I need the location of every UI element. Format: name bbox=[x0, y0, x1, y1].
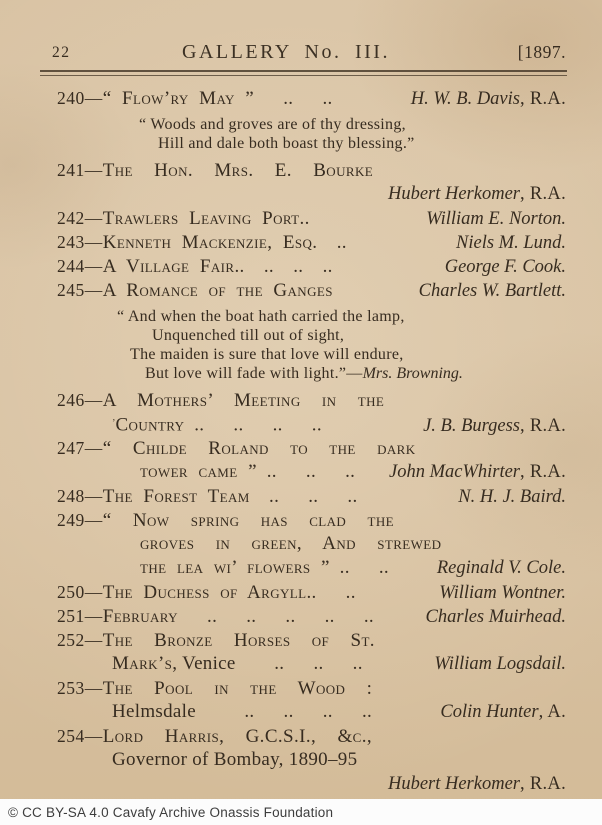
artist-name: Hubert Herkomer, R.A. bbox=[387, 184, 566, 204]
entry-title: 248—The Forest Team .. .. .. bbox=[57, 486, 358, 507]
entry-line bbox=[57, 676, 566, 700]
entry-title: 242—Trawlers Leaving Port.. bbox=[57, 208, 310, 229]
entry-title: 243—Kenneth Mackenzie, Esq. .. bbox=[57, 232, 347, 253]
artist-name: J. B. Burgess, R.A. bbox=[423, 415, 566, 436]
artist-name: H. W. B. Davis, R.A. bbox=[410, 89, 566, 109]
entry-title: 251—February .. .. .. .. .. bbox=[57, 606, 374, 627]
entry-title: ’Country .. .. .. .. bbox=[112, 414, 322, 436]
entry-title: 253—The Pool in the Wood : bbox=[57, 678, 373, 699]
catalogue-entry bbox=[57, 436, 566, 484]
artist-name: George F. Cook. bbox=[444, 257, 566, 277]
entry-title: 252—The Bronze Horses of St. bbox=[57, 630, 375, 651]
artist-name: William Logsdail. bbox=[434, 654, 566, 674]
verse-quote bbox=[57, 115, 566, 153]
entry-number: 253— bbox=[57, 678, 103, 698]
artist-name: William Wontner. bbox=[439, 583, 566, 603]
entry-line bbox=[57, 604, 566, 628]
entry-number: 240— bbox=[57, 88, 103, 108]
catalogue-entry bbox=[57, 484, 566, 508]
entry-title: Governor of Bombay, 1890–95 bbox=[112, 749, 358, 770]
artist-name: Charles Muirhead. bbox=[425, 607, 566, 627]
entry-line bbox=[57, 230, 566, 254]
entry-title: 241—The Hon. Mrs. E. Bourke bbox=[57, 160, 374, 181]
artist-name: Charles W. Bartlett. bbox=[418, 281, 566, 301]
entry-number: 247— bbox=[57, 438, 103, 458]
entry-title: 244—A Village Fair.. .. .. .. bbox=[57, 256, 333, 277]
entry-line bbox=[57, 580, 566, 604]
entry-line bbox=[57, 412, 566, 436]
entry-number: 252— bbox=[57, 630, 103, 650]
verse-quote bbox=[57, 307, 566, 383]
entry-number: 248— bbox=[57, 486, 103, 506]
license-bar bbox=[0, 799, 602, 825]
artist-name: Hubert Herkomer, R.A. bbox=[387, 774, 566, 794]
entry-line bbox=[57, 556, 566, 580]
catalogue-entry bbox=[57, 158, 566, 206]
quote-line: Unquenched till out of sight, bbox=[152, 327, 345, 344]
catalogue-entry bbox=[57, 580, 566, 604]
artist-name: John MacWhirter, R.A. bbox=[388, 462, 566, 482]
artist-name: Niels M. Lund. bbox=[456, 233, 566, 253]
catalogue-entry bbox=[57, 676, 566, 724]
entry-title: 250—The Duchess of Argyll.. .. bbox=[57, 582, 356, 603]
catalogue-entry bbox=[57, 724, 566, 796]
entry-line bbox=[57, 628, 566, 652]
catalogue-entry bbox=[57, 230, 566, 254]
entry-line bbox=[57, 278, 566, 302]
entry-number: 244— bbox=[57, 256, 103, 276]
quote-line: The maiden is sure that love will endure, bbox=[130, 346, 404, 363]
entry-line bbox=[57, 86, 566, 110]
entry-line bbox=[57, 652, 566, 676]
entry-line bbox=[57, 388, 566, 412]
entry-number: 241— bbox=[57, 160, 103, 180]
page-number: 22 bbox=[52, 44, 71, 61]
entry-number: 251— bbox=[57, 606, 103, 626]
entry-number: 245— bbox=[57, 280, 103, 300]
entry-title: the lea wi’ flowers ” .. .. bbox=[140, 557, 389, 578]
entry-line bbox=[57, 532, 566, 556]
entry-line bbox=[57, 460, 566, 484]
entry-line bbox=[57, 748, 566, 772]
catalogue-entry bbox=[57, 628, 566, 676]
catalogue-entry bbox=[57, 508, 566, 580]
entry-title: Mark’s, Venice .. .. .. bbox=[112, 653, 363, 674]
entry-line bbox=[57, 182, 566, 206]
entry-title: tower came ” .. .. .. bbox=[140, 461, 356, 482]
entry-title: 246—A Mothers’ Meeting in the bbox=[57, 390, 385, 411]
entry-title: 254—Lord Harris, G.C.S.I., &c., bbox=[57, 726, 373, 747]
entry-number: 246— bbox=[57, 390, 103, 410]
entry-title: Helmsdale .. .. .. .. bbox=[112, 701, 373, 722]
entry-title: 245—A Romance of the Ganges bbox=[57, 280, 333, 301]
entry-line bbox=[57, 158, 566, 182]
entry-line bbox=[57, 436, 566, 460]
page-header bbox=[0, 0, 602, 70]
catalogue-entry bbox=[57, 254, 566, 278]
artist-name: William E. Norton. bbox=[426, 209, 566, 229]
entry-number: 242— bbox=[57, 208, 103, 228]
quote-line: But love will fade with light.”—Mrs. Browning. bbox=[145, 365, 463, 382]
catalogue-entry bbox=[57, 206, 566, 230]
entry-title: 249—“ Now spring has clad the bbox=[57, 510, 394, 531]
entry-line bbox=[57, 484, 566, 508]
catalogue-body bbox=[0, 76, 602, 796]
gallery-title: GALLERY No. III. bbox=[182, 41, 390, 63]
quote-line: “ And when the boat hath carried the lamp, bbox=[117, 308, 405, 325]
entry-line bbox=[57, 508, 566, 532]
entry-line bbox=[57, 206, 566, 230]
entry-number: 243— bbox=[57, 232, 103, 252]
artist-name: Reginald V. Cole. bbox=[436, 558, 566, 578]
entry-number: 250— bbox=[57, 582, 103, 602]
entry-line bbox=[57, 772, 566, 796]
entry-number: 254— bbox=[57, 726, 103, 746]
catalogue-entry bbox=[57, 86, 566, 153]
entry-title: 240—“ Flow’ry May ” .. .. bbox=[57, 88, 333, 109]
entry-line bbox=[57, 254, 566, 278]
entry-line bbox=[57, 700, 566, 724]
entry-title: groves in green, And strewed bbox=[140, 533, 442, 554]
artist-name: Colin Hunter, A. bbox=[440, 702, 566, 722]
year-label: [1897. bbox=[517, 42, 566, 62]
quote-line: “ Woods and groves are of thy dressing, bbox=[139, 116, 406, 133]
entry-number: 249— bbox=[57, 510, 103, 530]
license-text: © CC BY-SA 4.0 Cavafy Archive Onassis Foundation bbox=[8, 804, 334, 820]
quote-line: Hill and dale both boast thy blessing.” bbox=[158, 135, 415, 152]
catalogue-entry bbox=[57, 278, 566, 383]
catalogue-entry bbox=[57, 604, 566, 628]
entry-title: 247—“ Childe Roland to the dark bbox=[57, 438, 416, 459]
entry-line bbox=[57, 724, 566, 748]
catalogue-entry bbox=[57, 388, 566, 436]
artist-name: N. H. J. Baird. bbox=[458, 487, 566, 507]
